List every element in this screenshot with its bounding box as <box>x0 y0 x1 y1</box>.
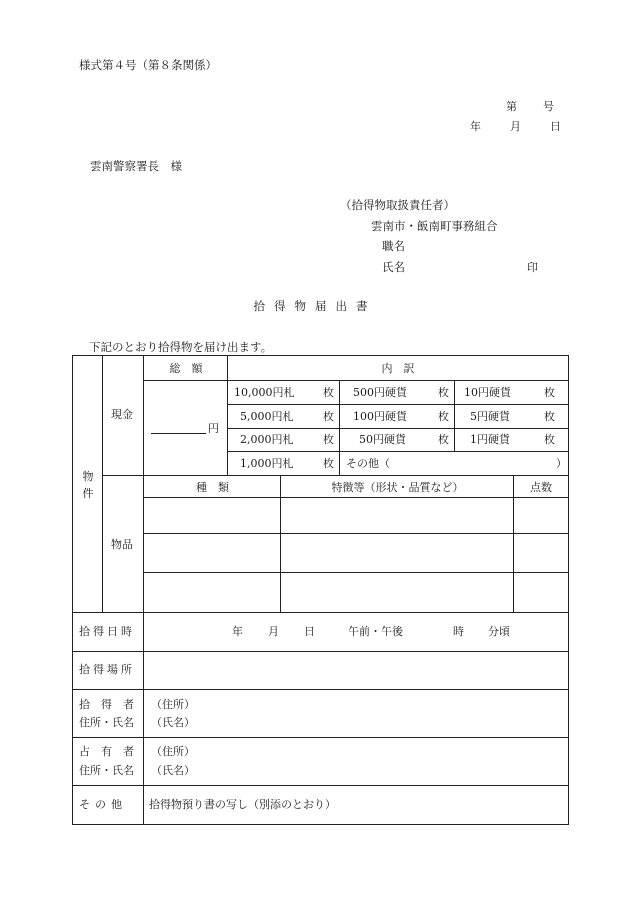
unit-5000: 枚 <box>323 410 334 423</box>
other-money-label: その他（ <box>346 457 390 470</box>
found-hour: 時 <box>453 625 464 638</box>
unit-10000: 枚 <box>323 386 334 399</box>
item-label: 物件 <box>82 470 94 500</box>
note-1000: 1,000円札 <box>240 457 294 470</box>
found-month: 月 <box>268 625 279 638</box>
seal-mark: 印 <box>527 261 538 274</box>
coin-50: 50円硬貨 <box>359 433 406 446</box>
coin-100: 100円硬貨 <box>353 410 407 423</box>
unit-50: 枚 <box>438 433 449 446</box>
finder-label-sub: 住所・氏名 <box>79 716 134 729</box>
coin-10: 10円硬貨 <box>464 386 511 399</box>
other-value: 拾得物預り書の写し（別添のとおり） <box>149 798 336 811</box>
number-suffix: 号 <box>543 100 554 113</box>
note-2000: 2,000円札 <box>240 433 294 446</box>
breakdown-header: 内 訳 <box>381 362 415 375</box>
responsible-org: 雲南市・飯南町事務組合 <box>371 219 498 233</box>
goods-count-header: 点数 <box>530 481 552 494</box>
goods-label: 物品 <box>111 538 133 551</box>
responsible-title: （拾得物取扱責任者） <box>340 198 455 212</box>
unit-5: 枚 <box>544 410 555 423</box>
found-ampm: 午前・午後 <box>348 625 403 638</box>
other-money-close: ） <box>556 457 567 470</box>
name-label: 氏名 <box>382 260 405 274</box>
note-10000: 10,000円札 <box>234 386 295 399</box>
coin-5: 5円硬貨 <box>470 410 510 423</box>
document-title: 拾得物届出書 <box>253 299 377 313</box>
cash-label: 現金 <box>111 408 133 421</box>
unit-500: 枚 <box>438 386 449 399</box>
date-month: 月 <box>510 120 521 133</box>
occupant-name: （氏名） <box>151 764 195 777</box>
found-minute: 分頃 <box>488 625 510 638</box>
finder-name: （氏名） <box>151 716 195 729</box>
coin-500: 500円硬貨 <box>353 386 407 399</box>
unit-2000: 枚 <box>323 433 334 446</box>
finder-label: 拾 得 者 <box>79 698 134 711</box>
position-label: 職名 <box>382 239 405 253</box>
unit-100: 枚 <box>438 410 449 423</box>
unit-1: 枚 <box>544 433 555 446</box>
found-place-label: 拾得場所 <box>79 663 135 676</box>
form-number: 様式第４号（第８条関係） <box>79 58 217 72</box>
other-label: その他 <box>79 798 127 811</box>
date-day: 日 <box>550 120 561 133</box>
found-datetime-label: 拾得日時 <box>79 625 135 638</box>
note-5000: 5,000円札 <box>240 410 294 423</box>
yen-unit: 円 <box>208 422 219 435</box>
goods-features-header: 特徴等（形状・品質など） <box>331 481 464 494</box>
occupant-label-sub: 住所・氏名 <box>79 764 134 777</box>
found-year: 年 <box>232 625 243 638</box>
found-day: 日 <box>304 625 315 638</box>
total-header: 総 額 <box>169 362 203 375</box>
number-prefix: 第 <box>506 100 517 113</box>
finder-address: （住所） <box>151 698 195 711</box>
addressee: 雲南警察署長 様 <box>90 159 182 173</box>
date-year: 年 <box>470 120 481 133</box>
unit-10: 枚 <box>544 386 555 399</box>
unit-1000: 枚 <box>323 457 334 470</box>
intro-text: 下記のとおり拾得物を届け出ます。 <box>89 340 273 354</box>
goods-type-header: 種 類 <box>196 481 229 494</box>
coin-1: 1円硬貨 <box>470 433 510 446</box>
occupant-label: 占 有 者 <box>79 745 134 758</box>
occupant-address: （住所） <box>151 745 195 758</box>
